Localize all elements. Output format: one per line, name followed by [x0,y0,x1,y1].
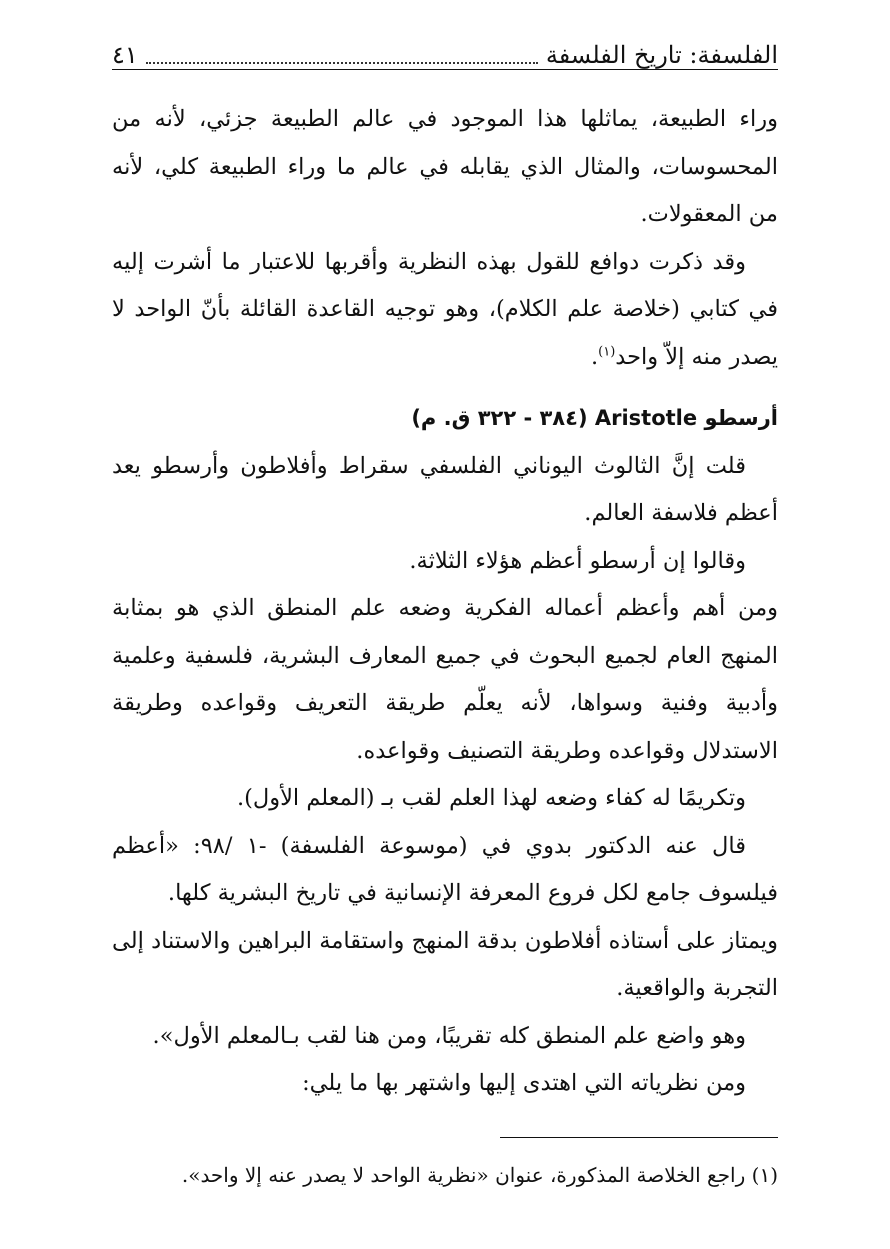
heading-arabic: أرسطو [704,406,778,430]
section-heading [112,395,778,443]
footnote-rule [500,1137,778,1138]
paragraph-3: قلت إنَّ الثالوث اليوناني الفلسفي سقراط وأفلاطون وأرسطو يعد أعظم فلاسفة العالم. [112,452,778,526]
paragraph-2-text: وقد ذكرت دوافع للقول بهذه النظرية وأقربها للاعتبار ما أشرت إليه في كتابي (خلاصة علم الكلام)، وهو توجيه القاعدة القائلة بأنّ الواحد لا يصدر منه إلاّ واحد [112,248,778,370]
main-text [112,96,778,1108]
paragraph-5: ومن أهم وأعظم أعماله الفكرية وضعه علم المنطق الذي هو بمثابة المنهج العام لجميع البحوث في جميع المعارف البشرية، فلسفية وعلمية وأدبية وفنية وسواها، لأنه يعلّم طريقة التعريف وقواعده وطريقة الاستدلال وقواعده وطريقة التصنيف وقواعده. [112,595,778,764]
paragraph-2-end: . [590,343,599,370]
page-header [112,30,778,70]
paragraph-8: ويمتاز على أستاذه أفلاطون بدقة المنهج واستقامة البراهين والاستناد إلى التجربة والواقعية. [112,927,778,1001]
page-number: ٤١ [112,41,138,69]
header-dot-leader [146,62,538,64]
running-title: الفلسفة: تاريخ الفلسفة [545,41,778,69]
paragraph-7: قال عنه الدكتور بدوي في (موسوعة الفلسفة) -١ /٩٨: «أعظم فيلسوف جامع لكل فروع المعرفة الإنسانية في تاريخ البشرية كلها. [112,832,778,906]
heading-dates: (٣٨٤ - ٣٢٢ ق. م) [411,406,588,430]
paragraph-2 [112,239,778,382]
header-rule [112,69,778,70]
footnote-reference: (١) [598,344,616,359]
paragraph-10: ومن نظرياته التي اهتدى إليها واشتهر بها ما يلي: [302,1070,746,1096]
paragraph-1: وراء الطبيعة، يماثلها هذا الموجود في عالم الطبيعة جزئي، لأنه من المحسوسات، والمثال الذي يقابله في عالم ما وراء الطبيعة كلي، لأنه من المعقولات. [112,106,778,227]
footnote: (١) راجع الخلاصة المذكورة، عنوان «نظرية الواحد لا يصدر عنه إلا واحد». [181,1163,778,1187]
paragraph-4: وقالوا إن أرسطو أعظم هؤلاء الثلاثة. [409,547,746,574]
heading-latin: Aristotle [594,406,698,430]
paragraph-9: وهو واضع علم المنطق كله تقريبًا، ومن هنا لقب بـالمعلم الأول». [152,1022,746,1049]
paragraph-6: وتكريمًا له كفاء وضعه لهذا العلم لقب بـ (المعلم الأول). [236,785,746,811]
